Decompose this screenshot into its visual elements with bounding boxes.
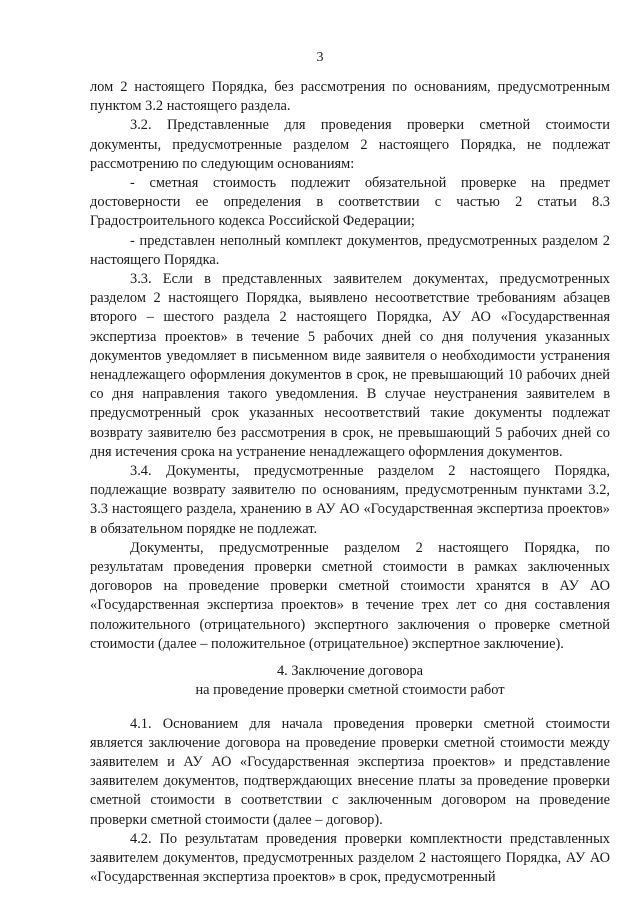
paragraph-3-4: 3.4. Документы, предусмотренные разделом 2 настоящего Порядка, подлежащие возврату заявителю по основаниям, предусмотренным пунктами 3.2, 3.3 настоящего раздела, хранению в АУ АО «Государственная экспертиза проектов» в обязательном порядке не подлежат. — [90, 463, 610, 537]
paragraph-4-2: 4.2. По результатам проведения проверки комплектности представленных заявителем документов, предусмотренных разделом 2 настоящего Порядка, АУ АО «Государственная экспертиза проектов» в срок, предусмотренный — [90, 830, 610, 886]
section-subtitle: на проведение проверки сметной стоимости работ — [195, 682, 505, 699]
paragraph-storage: Документы, предусмотренные разделом 2 настоящего Порядка, по результатам проведения проверки сметной стоимости в рамках заключенных договоров на проведение проверки сметной стоимости хранятся в АУ АО «Государственная экспертиза проектов» в течение трех лет со дня составления положительного (отрицательного) экспертного заключения о проверке сметной стоимости (далее – положительное (отрицательное) экспертное заключение). — [90, 539, 610, 652]
list-item-reason-1: - сметная стоимость подлежит обязательной проверке на предмет достоверности ее определения в соответствии с частью 2 статьи 8.3 Градостроительного кодекса Российской Федерации; — [90, 175, 610, 230]
paragraph-continuation: лом 2 настоящего Порядка, без рассмотрения по основаниям, предусмотренным пунктом 3.2 настоящего раздела. — [90, 79, 610, 115]
list-item-reason-2: - представлен неполный комплект документов, предусмотренных разделом 2 настоящего Порядка. — [90, 232, 610, 268]
paragraph-3-3: 3.3. Если в представленных заявителем документах, предусмотренных разделом 2 настоящего Порядка, выявлено несоответствие требованиям абзацев второго – шестого раздела 2 настоящего Порядка, АУ АО «Государственная экспертиза проектов» в течение 5 рабочих дней со дня получения указанных документов уведомляет в письменном виде заявителя о необходимости устранения ненадлежащего оформления документов в срок, не превышающий 10 рабочих дней со дня направления такого уведомления. В случае неустранения заявителем в предусмотренный срок указанных несоответствий такие документы подлежат возврату заявителю без рассмотрения в срок, не превышающий 5 рабочих дней со дня истечения срока на устранение ненадлежащего оформления документов. — [90, 271, 610, 460]
document-body — [90, 78, 610, 887]
paragraph-3-2: 3.2. Представленные для проведения проверки сметной стоимости документы, предусмотренные разделом 2 настоящего Порядка, не подлежат рассмотрению по следующим основаниям: — [90, 117, 610, 172]
page-number: 3 — [316, 50, 324, 65]
section-title: 4. Заключение договора — [276, 663, 424, 680]
paragraph-4-1: 4.1. Основанием для начала проведения проверки сметной стоимости является заключение договора на проведение проверки сметной стоимости между заявителем и АУ АО «Государственная экспертиза проектов» и представление заявителем документов, подтверждающих внесение платы за проведение проверки сметной стоимости в соответствии с заключенным договором на проведение проверки сметной стоимости (далее – договор). — [90, 715, 610, 828]
